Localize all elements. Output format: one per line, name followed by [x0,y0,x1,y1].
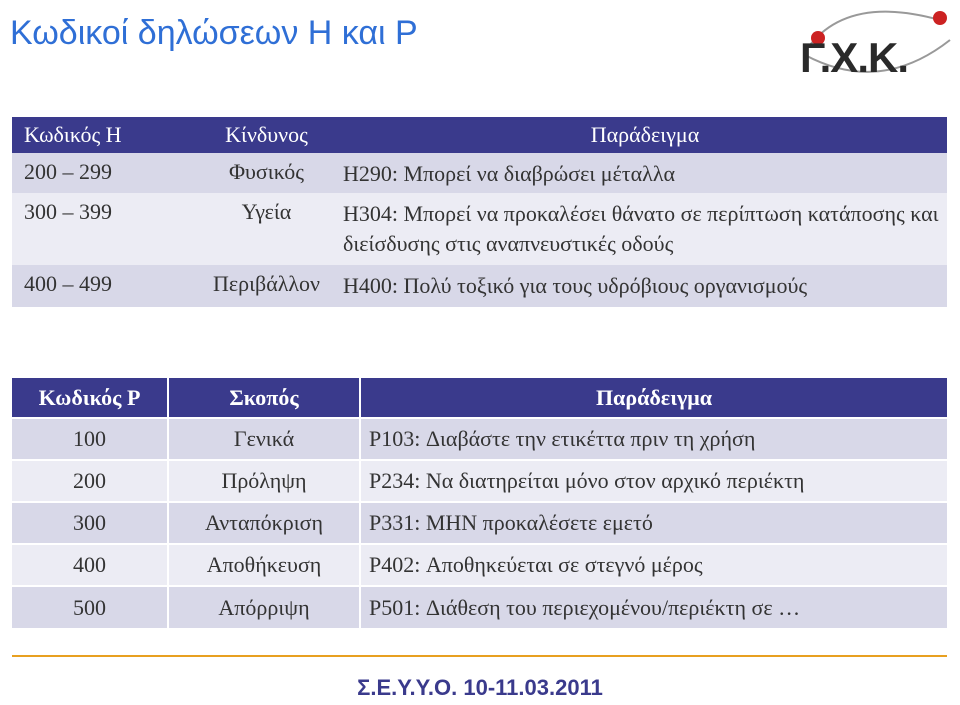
code-cell: 400 – 499 [24,271,112,296]
category-cell: Υγεία [241,199,292,224]
purpose-cell: Πρόληψη [168,460,360,502]
table-row [12,586,947,628]
table-row [12,153,947,193]
code-cell: 200 [12,460,168,502]
example-cell: P234: Να διατηρείται μόνο στον αρχικό περιέκτη [360,460,947,502]
footer-divider [12,655,947,657]
code-cell: 500 [12,586,168,628]
page-title: Κωδικοί δηλώσεων H και P [10,14,418,52]
hazard-codes-table [12,117,947,307]
table-row [12,544,947,586]
table-row [12,193,947,265]
table-header-row [12,117,947,153]
purpose-cell: Ανταπόκριση [168,502,360,544]
table-row [12,460,947,502]
table-row [12,265,947,307]
table-row [12,418,947,460]
example-cell: P331: ΜΗΝ προκαλέσετε εμετό [360,502,947,544]
category-cell: Περιβάλλον [212,271,321,296]
table-header-row [12,378,947,418]
precautionary-codes-table [12,378,947,628]
example-cell: P501: Διάθεση του περιεχομένου/περιέκτη σε … [360,586,947,628]
category-cell: Φυσικός [228,159,305,184]
header-cell: Κωδικός P [38,384,141,410]
code-cell: 100 [12,418,168,460]
code-cell: 200 – 299 [24,159,112,184]
header-cell: Παράδειγμα [590,122,700,147]
code-cell: 300 – 399 [24,199,112,224]
header-cell: Κίνδυνος [225,122,308,147]
footer-text: Σ.Ε.Υ.Υ.Ο. 10-11.03.2011 [357,675,603,700]
purpose-cell: Γενικά [168,418,360,460]
purpose-cell: Αποθήκευση [168,544,360,586]
code-cell: 300 [12,502,168,544]
purpose-cell: Απόρριψη [168,586,360,628]
example-cell: P402: Αποθηκεύεται σε στεγνό μέρος [360,544,947,586]
header-cell: Κωδικός H [24,122,122,147]
header-cell: Παράδειγμα [360,378,947,418]
table-row [12,502,947,544]
header-cell: Σκοπός [168,378,360,418]
example-cell: H304: Μπορεί να προκαλέσει θάνατο σε περίπτωση κατάποσης και διείσδυσης στις αναπνευστικές οδούς [343,201,939,256]
example-cell: H400: Πολύ τοξικό για τους υδρόβιους οργανισμούς [343,273,808,298]
logo-text: Γ.Χ.Κ. [800,34,908,81]
example-cell: P103: Διαβάστε την ετικέττα πριν τη χρήση [360,418,947,460]
code-cell: 400 [12,544,168,586]
example-cell: H290: Μπορεί να διαβρώσει μέταλλα [343,161,676,186]
